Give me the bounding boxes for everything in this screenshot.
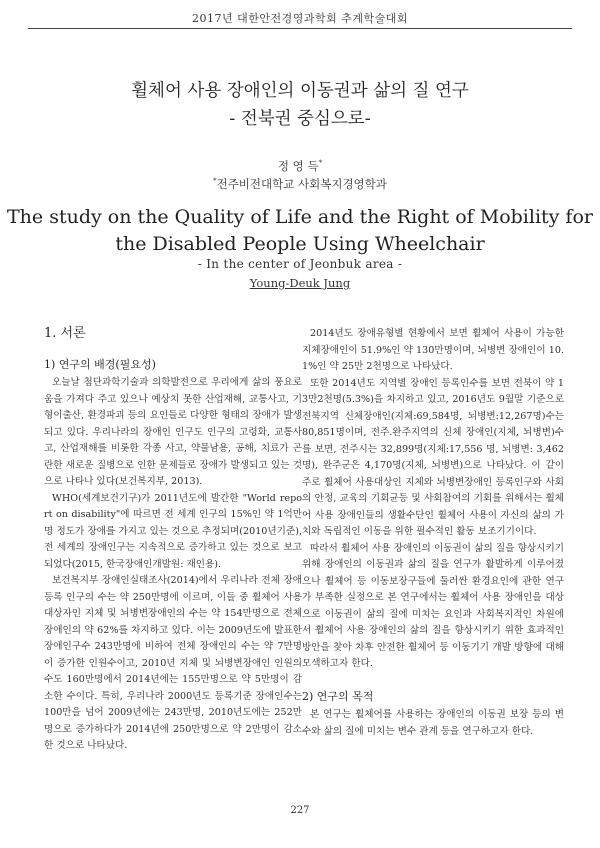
section-heading-introduction: 1. 서론 (44, 326, 86, 341)
korean-title-line2: - 전북권 중심으로- (229, 109, 371, 129)
affiliation-mark: * (213, 177, 217, 186)
header-rule (28, 28, 572, 29)
body-paragraph: 본 연구는 휠체어를 사용하는 장애인의 이동권 보장 등의 변수와 삶의 질에 미치는 변수 관계 등을 연구하고자 한다. (302, 709, 564, 737)
body-paragraph: 오늘날 첨단과학기술과 의학발전으로 우리에게 삶의 풍요로움을 가져다 주고 있으나 예상치 못한 산업재해, 교통사고, 기형이출산, 환경파괴 등의 요인들로 다양한 형태의 장애가 발생되고 있다. 우리나라의 장애인 인구도 인구의 고령화, 교통사고, 산업재해를 비롯한 각종 사고, 약물남용, 공해, 치료가 곤란한 새로운 질병으로 인한 문제들로 장애가 발생되고 있는 것으로 나타나 있다(보건복지부, 2013). (44, 377, 302, 487)
english-author-name: Young-Deuk Jung (249, 276, 351, 290)
body-paragraph: WHO(세계보건기구)가 2011년도에 발간한 "World report on disability"에 따르면 전 세계 인구의 15%인 약 1억만명 정도가 장애를 가지고 있는 것으로 추정되며(2010년기준), 전 세계의 장애인구는 지속적으로 증가하고 있는 것으로 보고되었다(2015, 한국장애인개발원: 재인용). (44, 492, 302, 570)
affiliation-text: 전주비전대학교 사회복지경영학과 (216, 177, 387, 191)
body-paragraph: 2014년도 장애유형별 현황에서 보면 휠체어 사용이 가능한 지체장애인이 51.9%인 약 130만명이며, 뇌병변 장애인이 10.1%인 약 25만 2천명으로 나타났다. (302, 328, 564, 372)
page-number: 227 (290, 805, 310, 816)
korean-title (0, 77, 600, 133)
body-paragraph: 보건복지부 장애인실태조사(2014)에서 우리나라 전체 장애등록 인구의 수는 약 250만명에 이르며, 이들 중 휠체어 사용 대상자인 지체 및 뇌병변장애인의 수는 약 154만명으로 전체 장애인의 약 62%를 차지하고 있다. 이는 2009년도에 발표한 장애인구수 243만명에 비하여 전체 장애인의 수는 약 7만명이 증가한 인원수이고, 2010년 지체 및 뇌병변장애인 인원의 수도 160만명에서 2014년에는 155만명으로 약 5만명이 감소한 수이다. 특히, 우리나라 2000년도 등록기준 장애인수는 100만을 넘어 2009년에는 243만명, 2010년도에는 252만명으로 증가하다가 2014년에 250만명으로 약 2만명이 감소한 것으로 나타났다. (44, 575, 302, 751)
body-paragraph: 따라서 휠체어 사용 장애인의 이동권이 삶의 질을 향상시키기 위해 장애인의 이동권과 삶의 질을 연구가 활발하게 이루어졌으나 휠체어 등 이동보장구들에 둘러싼 환경요인에 관한 연구가 부족한 실정으로 본 연구에서는 휠체어 사용 장애인을 대상으로 이동권이 삶의 질에 미치는 요인과 사회복지적인 차원에서 휠체어 사용 장애인의 삶의 질을 향상시키기 위한 효과적인 방안을 찾아 차후 안전한 휠체어 등 이동기기 개발 방향에 대해 모색하고자 한다. (302, 542, 564, 669)
english-title-line2: the Disabled People Using Wheelchair (115, 233, 485, 255)
subsection-heading-purpose: 2) 연구의 목적 (302, 689, 374, 703)
running-header: 2017년 대한안전경영과학회 추계학술대회 (191, 12, 408, 25)
english-title (0, 204, 600, 258)
right-column (302, 326, 564, 740)
korean-author (0, 158, 600, 174)
korean-author-name: 정 영 득 (277, 159, 319, 173)
english-author (0, 276, 600, 290)
subsection-heading-background: 1) 연구의 배경(필요성) (44, 357, 156, 371)
korean-title-line1: 휠체어 사용 장애인의 이동권과 삶의 질 연구 (131, 81, 469, 101)
korean-author-mark: * (318, 159, 323, 168)
english-title-line1: The study on the Quality of Life and the Right of Mobility for (7, 206, 593, 228)
left-column (44, 322, 302, 755)
english-subtitle: - In the center of Jeonbuk area - (197, 257, 403, 271)
korean-affiliation (0, 176, 600, 192)
body-paragraph: 또한 2014년도 지역별 장애인 등록인수를 보면 전북이 약 13만2천명(5.3%)을 차지하고 있고, 2016년도 9월말 기준으로 전북지역 신체장애인(지체:69,584명, 뇌병변:12,267명)수는 80,851명이며, 전주.완주지역의 신체 장애인(지체, 뇌병변)수를 보면, 전주시는 32,899명(지체:17,556 명, 뇌병변: 3,462명), 완주군은 4,170명(지체, 뇌병변)으로 나타났다. 이 같이 주로 휠체어 사용대상인 지체와 뇌병변장애인 등록인구와 사회의 안정, 교육의 기회균등 및 사회참여의 기회를 위해서는 휠체어 사용 장애인들의 생활수단인 휠체어 사용이 자신의 삶의 가치와 독립적인 이동을 위한 필수적인 활동 보조기기이다. (302, 377, 564, 537)
